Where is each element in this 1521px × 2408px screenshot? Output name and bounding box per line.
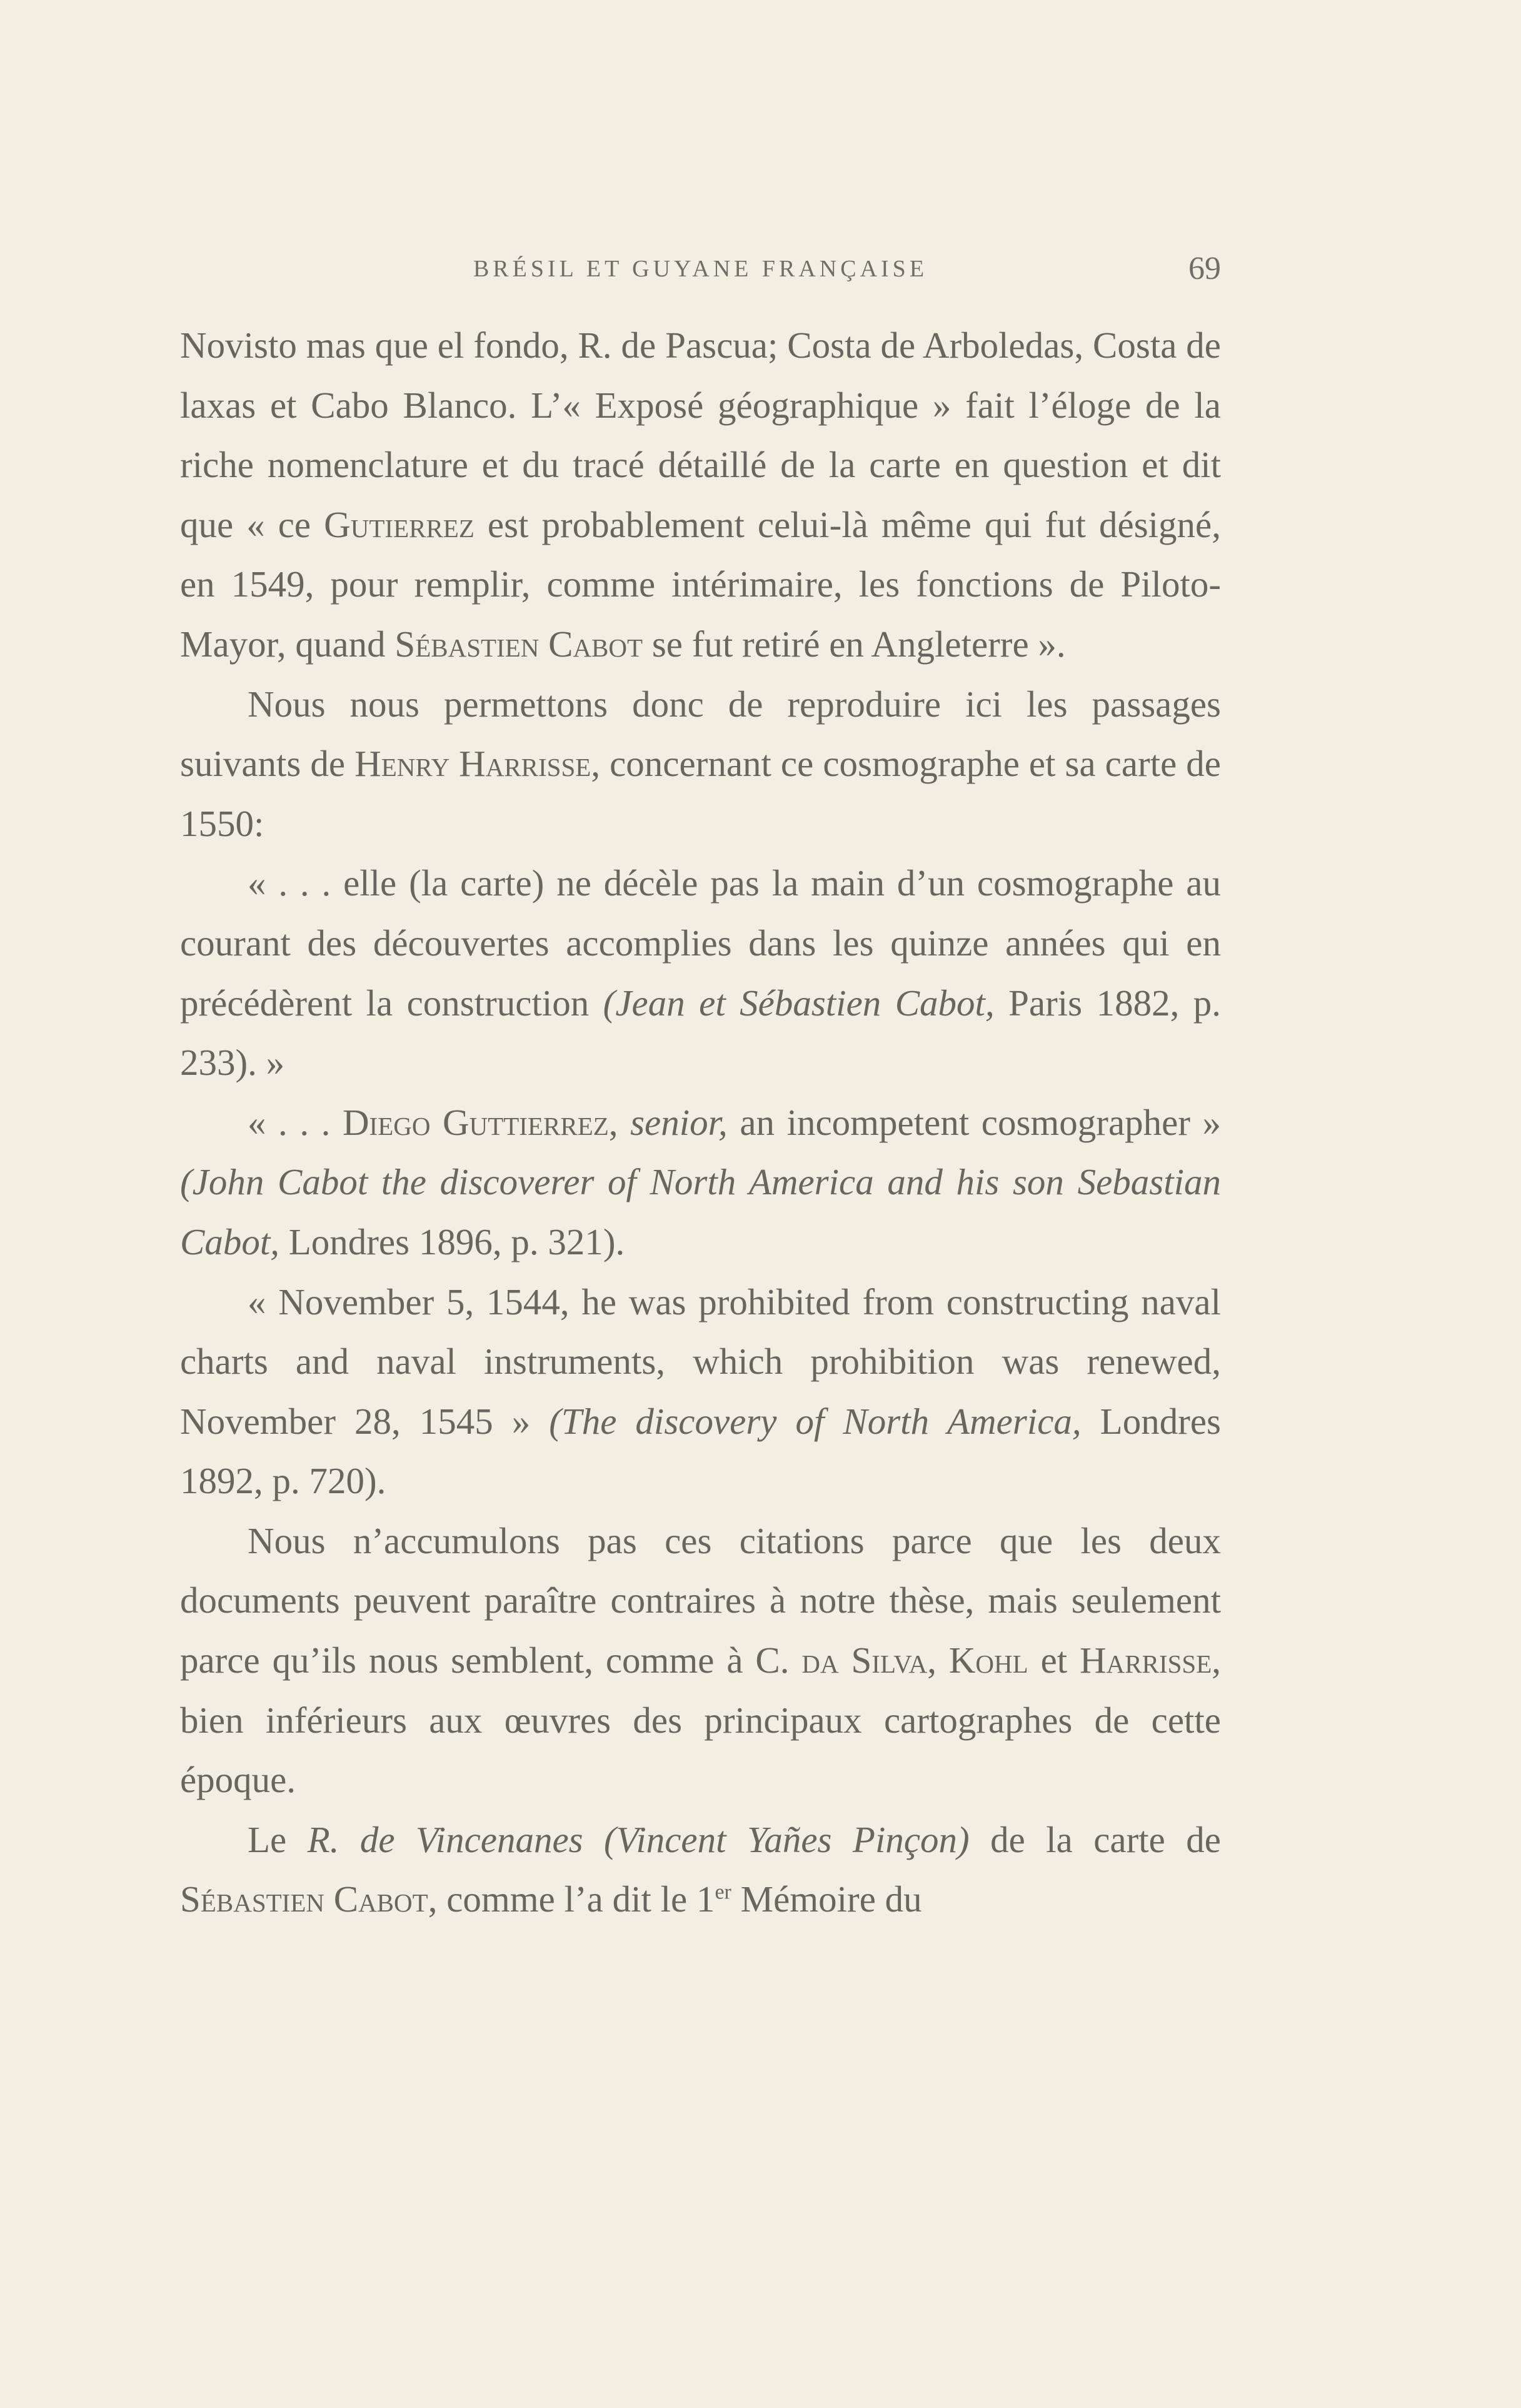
- text-run: « November 5, 1544, he was prohibited from constructing naval charts and naval instruments, which prohibition was renewed, November 28, 1545 »: [180, 1281, 1221, 1442]
- text-run: , comme l’a dit le 1: [428, 1878, 715, 1920]
- text-run: Le: [248, 1818, 308, 1860]
- text-run: Novisto mas que el fondo, R. de Pascua; Costa de Arboledas, Costa de laxas et Cabo Blanco. L’« Exposé géographique » fait l’éloge de la riche nomenclature et du tracé détaillé de la carte en question et dit que « ce: [180, 325, 1221, 545]
- text-run: Nous n’accumulons pas ces citations parce que les deux documents peuvent paraître contraires à notre thèse, mais seulement parce qu’ils nous semblent, comme à C.: [180, 1519, 1221, 1681]
- text-run: Londres 1896, p. 321).: [279, 1221, 625, 1262]
- person-name: Sébastien Cabot: [180, 1878, 428, 1920]
- running-head: BRÉSIL ET GUYANE FRANÇAISE: [473, 256, 928, 282]
- person-name: Kohl: [948, 1640, 1028, 1681]
- person-name: Sébastien Cabot: [394, 623, 643, 665]
- paragraph-7: [180, 1810, 1221, 1930]
- superscript: er: [715, 1880, 731, 1904]
- book-title: (John Cabot the discoverer of North America and his son Sebastian Cabot,: [180, 1161, 1221, 1262]
- paragraph-1: [180, 316, 1221, 675]
- person-name: Harrisse: [1080, 1640, 1212, 1681]
- text-run: est probablement celui-là même qui fut désigné, en 1549, pour remplir, comme intérimaire, les fonctions de Piloto-Mayor, quand: [180, 503, 1221, 665]
- paragraph-2: [180, 675, 1221, 854]
- text-run: , bien inférieurs aux œuvres des principaux cartographes de cette époque.: [180, 1640, 1221, 1801]
- body-text: [180, 316, 1221, 1930]
- book-title: (The discovery of North America,: [549, 1400, 1082, 1442]
- italic-word: senior,: [630, 1101, 728, 1143]
- text-run: Mémoire du: [731, 1878, 922, 1920]
- text-run: se fut retiré en Angleterre ».: [643, 623, 1066, 665]
- text-run: « . . . elle (la carte) ne décèle pas la main d’un cosmographe au courant des découvertes accomplies dans les quinze années qui en précédèrent la construction: [180, 862, 1221, 1024]
- person-name: Henry Harrisse: [354, 743, 591, 785]
- person-name: Gutierrez: [324, 503, 474, 545]
- text-run: Londres 1892, p. 720).: [180, 1400, 1221, 1502]
- person-name: da Silva: [801, 1640, 928, 1681]
- place-name: R. de Vincenanes (Vincent Yañes Pinçon): [307, 1818, 970, 1860]
- text-run: ,: [608, 1101, 631, 1143]
- page-number: 69: [1188, 251, 1221, 286]
- paragraph-6: [180, 1511, 1221, 1810]
- paragraph-5: [180, 1272, 1221, 1511]
- text-run: , concernant ce cosmographe et sa carte de 1550:: [180, 743, 1221, 844]
- text-run: et: [1028, 1640, 1080, 1681]
- person-name: Diego Guttierrez: [342, 1101, 609, 1143]
- text-run: ,: [927, 1640, 949, 1681]
- paragraph-3: [180, 854, 1221, 1092]
- text-run: Paris 1882, p. 233). »: [180, 982, 1222, 1084]
- paragraph-4: [180, 1093, 1221, 1272]
- text-run: de la carte de: [969, 1818, 1221, 1860]
- text-run: Nous nous permettons donc de reproduire ici les passages suivants de: [180, 683, 1221, 785]
- page-header: [180, 247, 1221, 291]
- text-run: an incompetent cosmographer »: [727, 1101, 1222, 1143]
- text-run: « . . .: [248, 1101, 343, 1143]
- book-title: (Jean et Sébastien Cabot,: [603, 982, 995, 1024]
